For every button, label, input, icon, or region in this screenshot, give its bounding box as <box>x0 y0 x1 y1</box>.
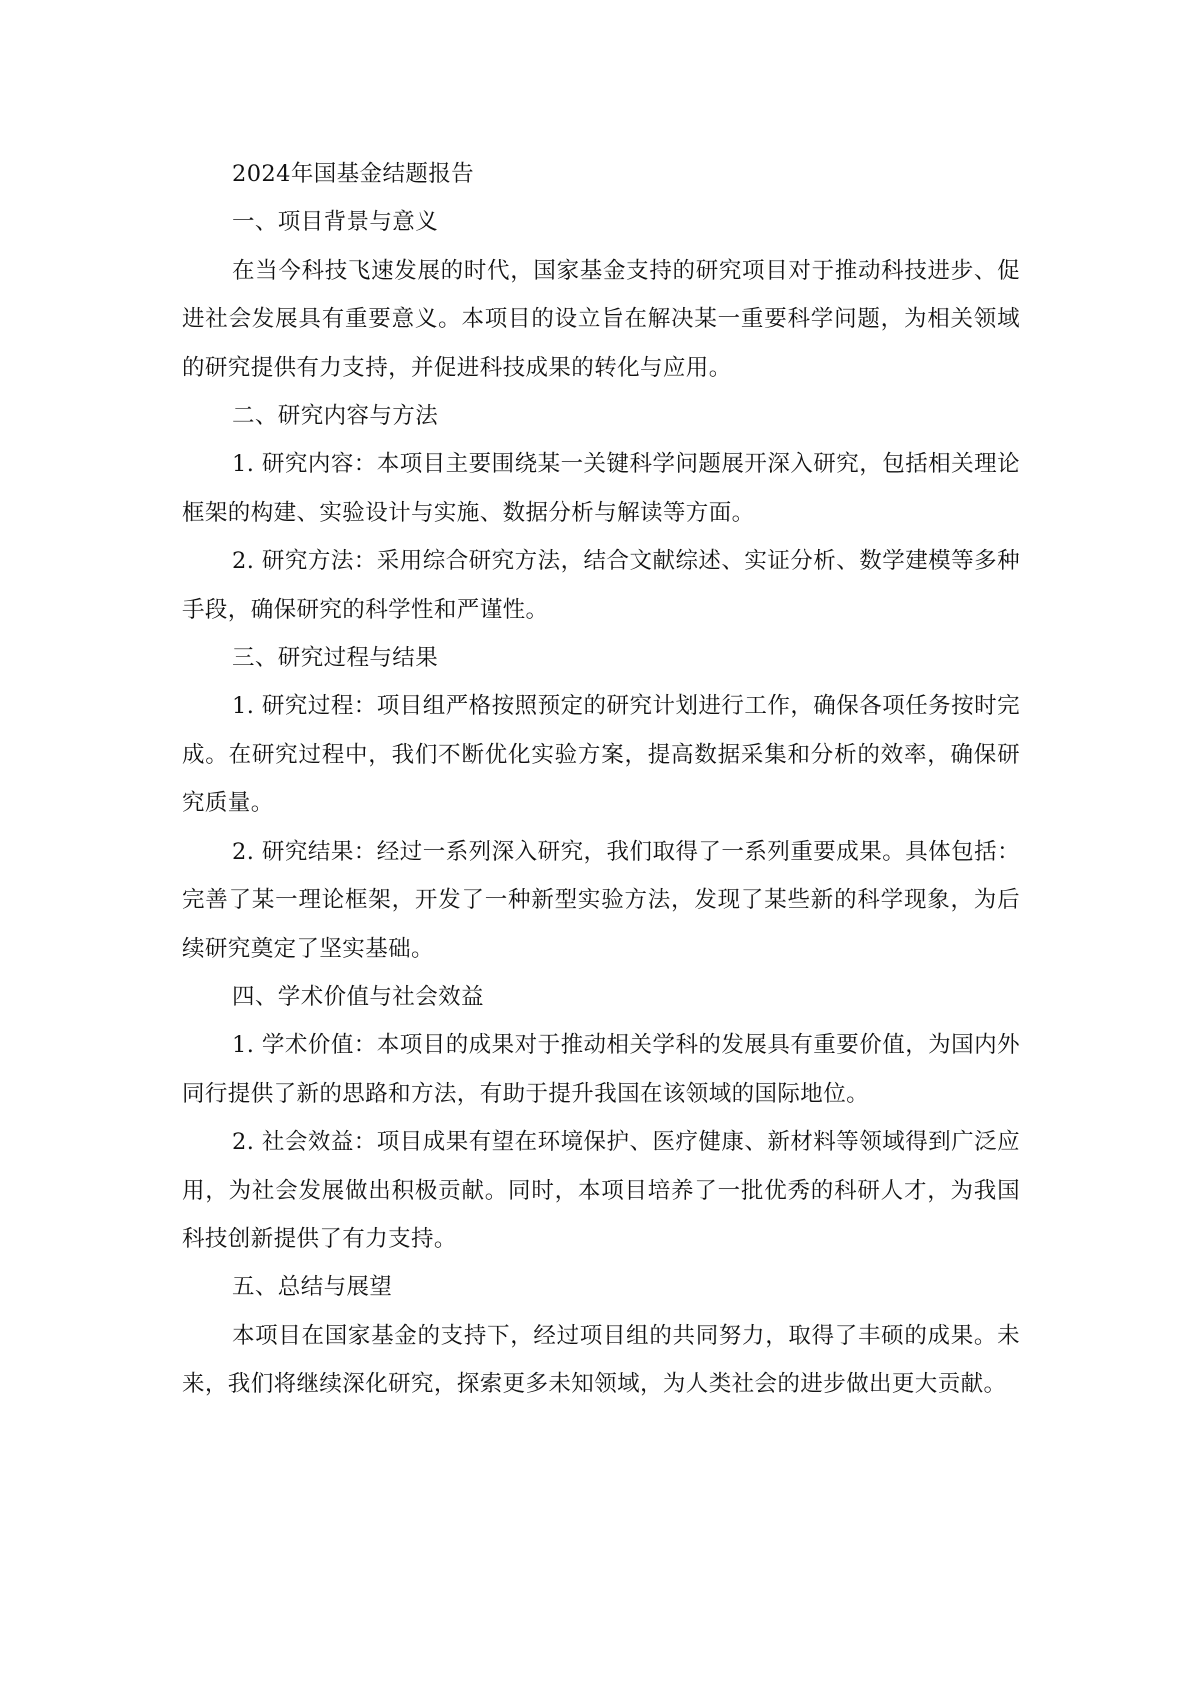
value-item-social: 2. 社会效益：项目成果有望在环境保护、医疗健康、新材料等领域得到广泛应用，为社会发展做出积极贡献。同时，本项目培养了一批优秀的科研人才，为我国科技创新提供了有力支持。 <box>182 1129 1020 1252</box>
value-item-academic: 1. 学术价值：本项目的成果对于推动相关学科的发展具有重要价值，为国内外同行提供了新的思路和方法，有助于提升我国在该领域的国际地位。 <box>182 1032 1020 1107</box>
process-item-process: 1. 研究过程：项目组严格按照预定的研究计划进行工作，确保各项任务按时完成。在研究过程中，我们不断优化实验方案，提高数据采集和分析的效率，确保研究质量。 <box>182 693 1020 817</box>
section-heading-background: 一、项目背景与意义 <box>232 209 439 236</box>
section-paragraph-background: 在当今科技飞速发展的时代，国家基金支持的研究项目对于推动科技进步、促进社会发展具有重要意义。本项目的设立旨在解决某一重要科学问题，为相关领域的研究提供有力支持，并促进科技成果的转化与应用。 <box>182 257 1020 381</box>
section-heading-process: 三、研究过程与结果 <box>232 645 439 672</box>
section-heading-value: 四、学术价值与社会效益 <box>232 983 484 1010</box>
section-heading-methods: 二、研究内容与方法 <box>232 403 439 430</box>
methods-item-approach: 2. 研究方法：采用综合研究方法，结合文献综述、实证分析、数学建模等多种手段，确保研究的科学性和严谨性。 <box>182 548 1020 623</box>
methods-item-content: 1. 研究内容：本项目主要围绕某一关键科学问题展开深入研究，包括相关理论框架的构建、实验设计与实施、数据分析与解读等方面。 <box>182 451 1020 526</box>
section-heading-summary: 五、总结与展望 <box>232 1274 393 1301</box>
section-paragraph-summary: 本项目在国家基金的支持下，经过项目组的共同努力，取得了丰硕的成果。未来，我们将继续深化研究，探索更多未知领域，为人类社会的进步做出更大贡献。 <box>182 1322 1020 1398</box>
process-item-results: 2. 研究结果：经过一系列深入研究，我们取得了一系列重要成果。具体包括：完善了某一理论框架，开发了一种新型实验方法，发现了某些新的科学现象，为后续研究奠定了坚实基础。 <box>182 838 1020 962</box>
document-title: 2024年国基金结题报告 <box>232 161 475 187</box>
document-body <box>182 150 1020 1409</box>
